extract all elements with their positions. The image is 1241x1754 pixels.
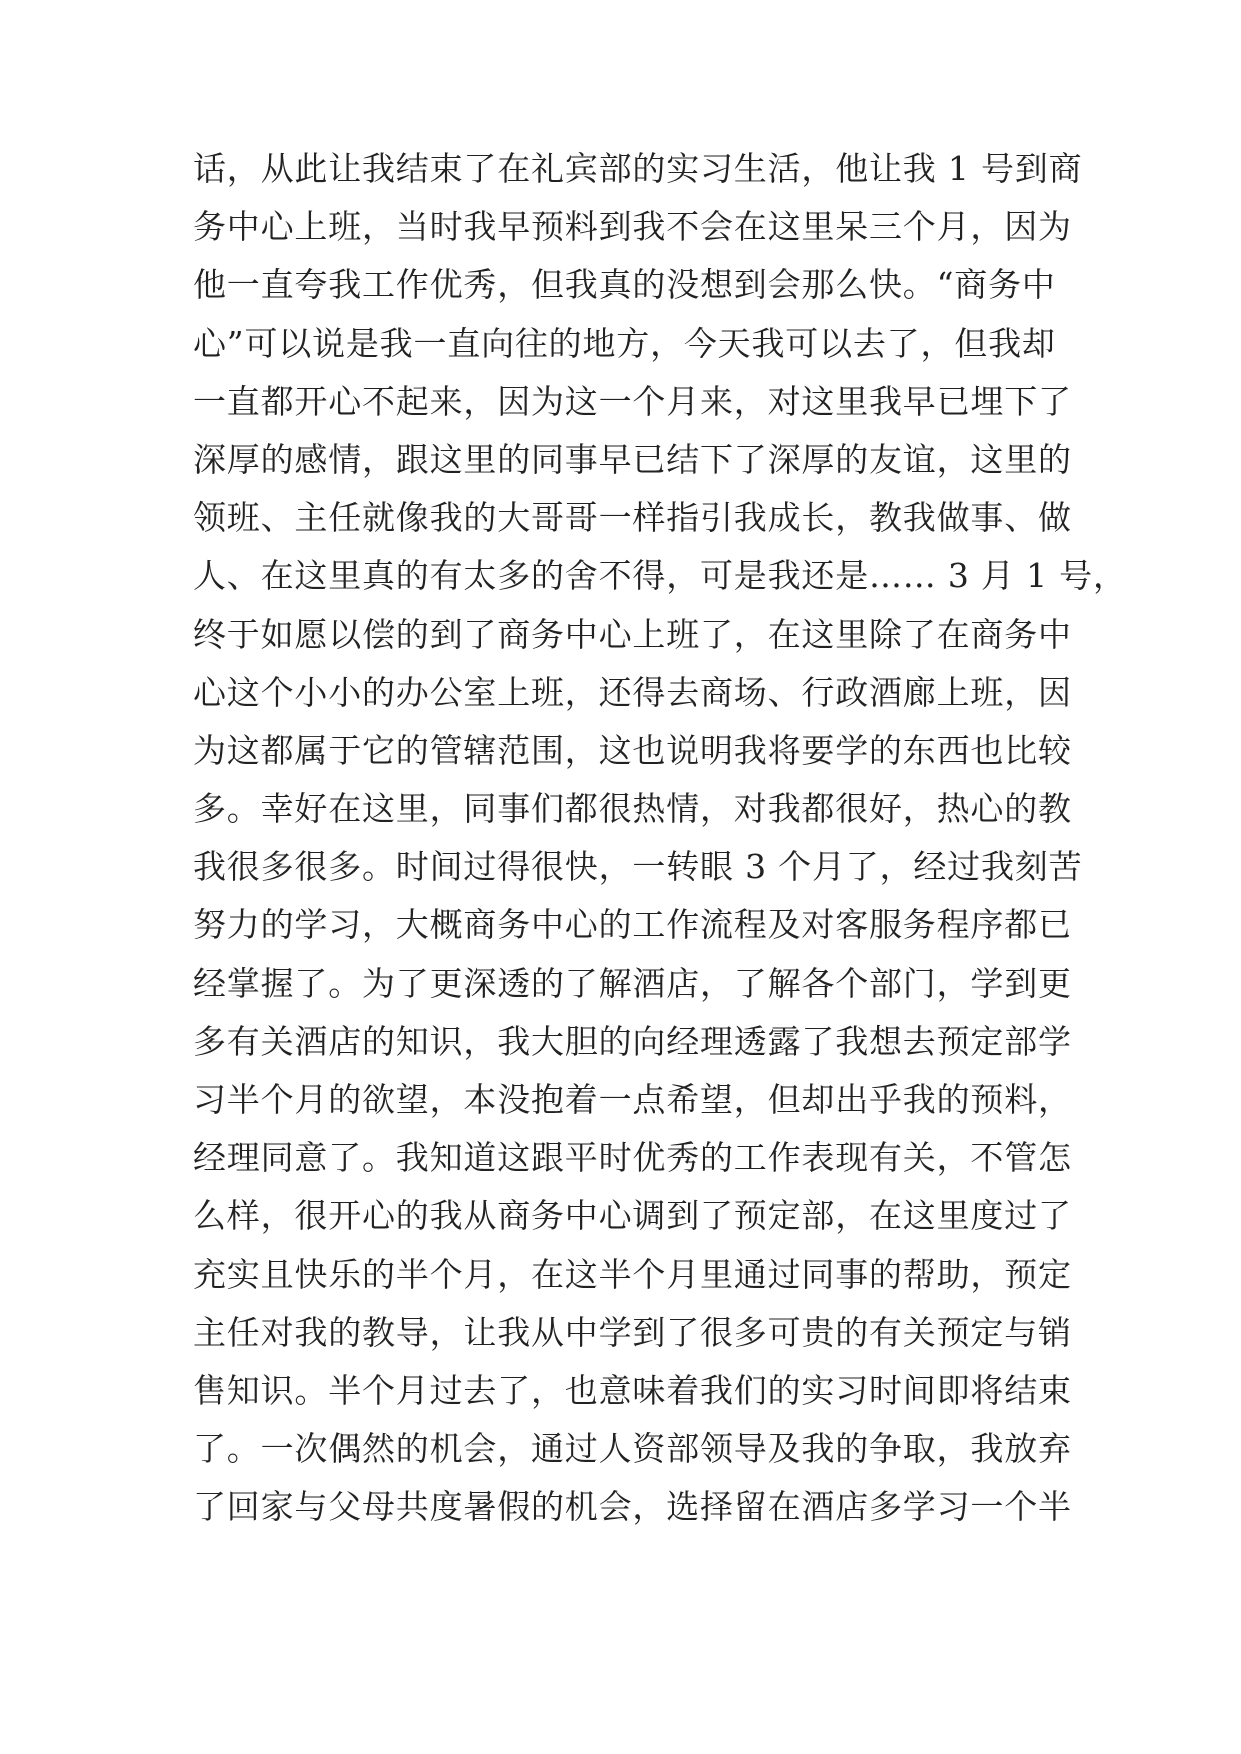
- text-line-14: 努力的学习，大概商务中心的工作流程及对客服务程序都已: [193, 905, 1072, 945]
- text-line-4: 心”可以说是我一直向往的地方，今天我可以去了，但我却: [193, 323, 1056, 363]
- text-line-12: 多。幸好在这里，同事们都很热情，对我都很好，热心的教: [193, 789, 1072, 829]
- text-line-23: 了。一次偶然的机会，通过人资部领导及我的争取，我放弃: [193, 1429, 1072, 1469]
- text-line-15: 经掌握了。为了更深透的了解酒店，了解各个部门，学到更: [193, 963, 1072, 1003]
- text-line-7: 领班、主任就像我的大哥哥一样指引我成长，教我做事、做: [193, 498, 1072, 538]
- text-line-2: 务中心上班，当时我早预料到我不会在这里呆三个月，因为: [193, 207, 1072, 247]
- text-line-24: 了回家与父母共度暑假的机会，选择留在酒店多学习一个半: [193, 1487, 1072, 1527]
- text-line-21: 主任对我的教导，让我从中学到了很多可贵的有关预定与销: [193, 1312, 1072, 1352]
- text-line-13: 我很多很多。时间过得很快，一转眼 3 个月了，经过我刻苦: [193, 847, 1083, 887]
- text-line-6: 深厚的感情，跟这里的同事早已结下了深厚的友谊，这里的: [193, 439, 1072, 479]
- text-line-20: 充实且快乐的半个月，在这半个月里通过同事的帮助，预定: [193, 1254, 1072, 1294]
- text-line-17: 习半个月的欲望，本没抱着一点希望，但却出乎我的预料，: [193, 1080, 1072, 1119]
- text-line-22: 售知识。半个月过去了，也意味着我们的实习时间即将结束: [193, 1370, 1072, 1410]
- text-line-9: 终于如愿以偿的到了商务中心上班了，在这里除了在商务中: [193, 614, 1072, 654]
- text-line-18: 经理同意了。我知道这跟平时优秀的工作表现有关，不管怎: [193, 1138, 1072, 1178]
- text-line-16: 多有关酒店的知识，我大胆的向经理透露了我想去预定部学: [193, 1021, 1072, 1061]
- text-line-1: 话，从此让我结束了在礼宾部的实习生活，他让我 1 号到商: [193, 149, 1083, 188]
- text-line-8: 人、在这里真的有太多的舍不得，可是我还是…… 3 月 1 号，: [193, 556, 1127, 596]
- text-line-19: 么样，很开心的我从商务中心调到了预定部，在这里度过了: [193, 1196, 1072, 1236]
- text-line-5: 一直都开心不起来，因为这一个月来，对这里我早已埋下了: [193, 381, 1072, 421]
- text-line-10: 心这个小小的办公室上班，还得去商场、行政酒廊上班，因: [193, 672, 1072, 712]
- text-line-3: 他一直夸我工作优秀，但我真的没想到会那么快。“商务中: [193, 265, 1056, 305]
- body-text: [193, 140, 1127, 1537]
- text-line-11: 为这都属于它的管辖范围，这也说明我将要学的东西也比较: [193, 730, 1072, 770]
